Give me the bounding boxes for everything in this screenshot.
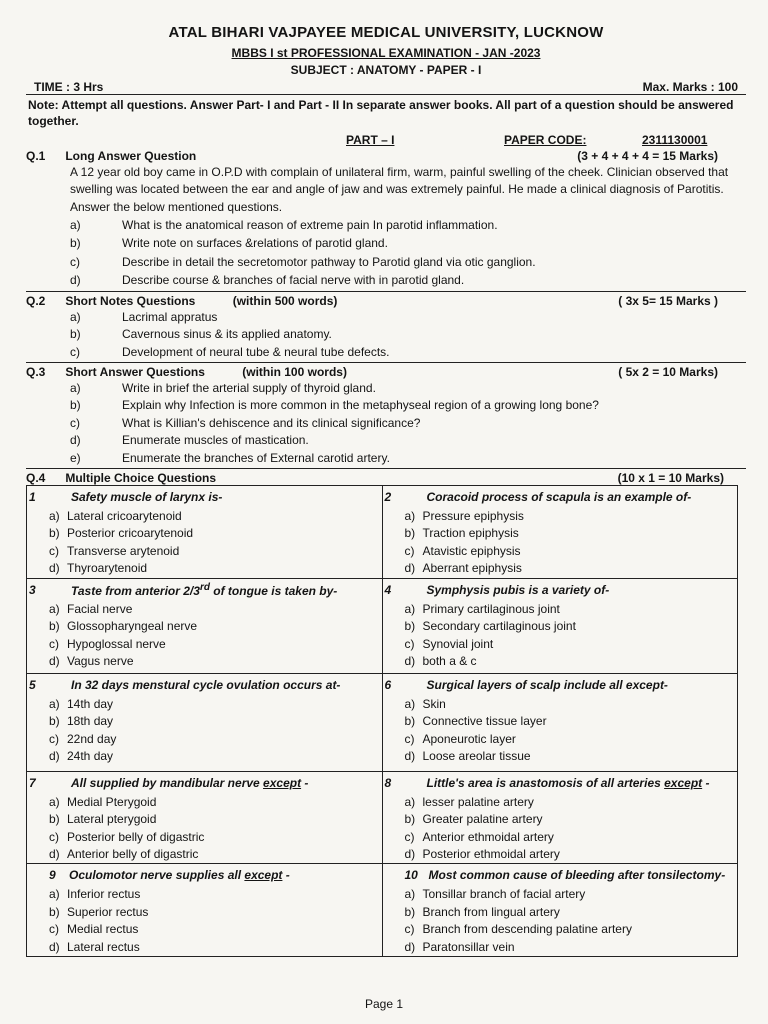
q4-marks: (10 x 1 = 10 Marks): [617, 470, 724, 485]
q3-header: [26, 365, 746, 379]
q3-marks: ( 5x 2 = 10 Marks): [618, 364, 718, 379]
mcq-option: a) Medial Pterygoid: [49, 794, 157, 809]
q1-case-text: A 12 year old boy came in O.P.D with complain of unilateral firm, warm, painful swelling of the cheek. Clinician observed that swelling was located between the ear and angle of jaw and was extremely painful. He made a clinical diagnosis of Parotitis. Answer the below mentioned questions.: [70, 164, 729, 214]
mcq-question: Symphysis pubis is a variety of-: [426, 582, 610, 597]
mcq-question: Oculomotor nerve supplies all except -: [69, 868, 290, 883]
mcq-option: a) lesser palatine artery: [404, 794, 534, 809]
q3-title: Short Answer Questions: [65, 364, 205, 379]
mcq-number: 1: [29, 489, 36, 504]
q3-items: [26, 379, 746, 467]
mcq-option: a) 14th day: [49, 696, 114, 711]
mcq-option: d) Paratonsillar vein: [404, 939, 515, 954]
q4-number: Q.4: [26, 470, 46, 485]
mcq-option: c) Posterior belly of digastric: [49, 829, 205, 844]
q2-title: Short Notes Questions: [65, 293, 196, 308]
exam-title: MBBS I st PROFESSIONAL EXAMINATION - JAN -2023: [231, 46, 541, 60]
table-row: [27, 864, 738, 956]
mcq-number: 2: [384, 489, 392, 504]
mcq-option: d) Anterior belly of digastric: [49, 847, 199, 862]
q1-items: [26, 216, 746, 290]
q2-items: [26, 308, 746, 361]
paper-code-value: 2311130001: [642, 133, 708, 148]
max-marks-label: Max. Marks : 100: [642, 79, 738, 94]
mcq-option: d) Lateral rectus: [49, 939, 140, 954]
mcq-option: c) Anterior ethmoidal artery: [404, 829, 554, 844]
q2-word-limit: (within 500 words): [232, 293, 338, 308]
mcq-table: [26, 485, 738, 957]
mcq-option: a) Inferior rectus: [49, 887, 141, 902]
q4-title: Multiple Choice Questions: [65, 470, 217, 485]
mcq-option: d) Aberrant epiphysis: [404, 561, 522, 576]
mcq-question: Most common cause of bleeding after tonsilectomy-: [428, 868, 726, 883]
mcq-option: b) Secondary cartilaginous joint: [404, 619, 576, 634]
time-marks-row: [26, 80, 746, 95]
mcq-option: c) Transverse arytenoid: [49, 543, 180, 558]
mcq-option: b) Posterior cricoarytenoid: [49, 526, 194, 541]
paper-code-label: PAPER CODE:: [504, 133, 587, 148]
mcq-number: 6: [384, 677, 392, 692]
table-row: [27, 486, 738, 579]
mcq-cell: [382, 864, 738, 956]
mcq-option: b) Lateral pterygoid: [49, 812, 157, 827]
mcq-option: c) Atavistic epiphysis: [404, 543, 521, 558]
table-row: [27, 674, 738, 772]
table-row: [27, 772, 738, 864]
mcq-option: c) Synovial joint: [404, 636, 494, 651]
q1-marks: (3 + 4 + 4 + 4 = 15 Marks): [577, 149, 718, 164]
list-item: c) What is Killian's dehiscence and its clinical significance?: [70, 415, 421, 430]
mcq-number: 8: [384, 775, 392, 790]
mcq-option: b) Branch from lingual artery: [404, 904, 560, 919]
q2-header: [26, 294, 746, 308]
time-label: TIME : 3 Hrs: [34, 79, 104, 94]
mcq-question: In 32 days menstural cycle ovulation occurs at-: [71, 677, 341, 692]
mcq-option: d) Posterior ethmoidal artery: [404, 847, 560, 862]
q2-number: Q.2: [26, 293, 46, 308]
mcq-option: a) Pressure epiphysis: [404, 508, 524, 523]
mcq-question: All supplied by mandibular nerve except -: [71, 775, 309, 790]
mcq-cell: [382, 772, 738, 864]
list-item: a) What is the anatomical reason of extreme pain In parotid inflammation.: [70, 217, 498, 232]
mcq-option: c) Aponeurotic layer: [404, 731, 516, 746]
mcq-cell: [27, 674, 383, 772]
part-row: [26, 133, 746, 148]
divider: [26, 362, 746, 363]
mcq-option: b) 18th day: [49, 714, 114, 729]
mcq-cell: [27, 579, 383, 674]
mcq-option: a) Primary cartilaginous joint: [404, 601, 560, 616]
mcq-cell: [27, 486, 383, 579]
mcq-question: Little's area is anastomosis of all arteries except -: [426, 775, 710, 790]
mcq-option: b) Connective tissue layer: [404, 714, 547, 729]
list-item: b) Explain why Infection is more common in the metaphyseal region of a growing long bone?: [70, 398, 599, 413]
mcq-option: c) Branch from descending palatine artery: [404, 922, 632, 937]
q3-number: Q.3: [26, 364, 46, 379]
mcq-number: 5: [29, 677, 36, 692]
mcq-cell: [382, 674, 738, 772]
list-item: a) Write in brief the arterial supply of thyroid gland.: [70, 380, 376, 395]
mcq-option: d) Vagus nerve: [49, 654, 134, 669]
list-item: a) Lacrimal appratus: [70, 309, 218, 324]
mcq-number: 9: [49, 868, 56, 883]
q3-word-limit: (within 100 words): [242, 364, 347, 379]
mcq-question: Surgical layers of scalp include all except-: [426, 677, 668, 692]
mcq-cell: [382, 579, 738, 674]
mcq-option: a) Tonsillar branch of facial artery: [404, 887, 586, 902]
part-label: PART – I: [346, 133, 395, 148]
mcq-option: c) 22nd day: [49, 731, 117, 746]
q1-header: [26, 149, 746, 163]
mcq-number: 3: [29, 582, 36, 597]
mcq-number: 7: [29, 775, 36, 790]
mcq-question: Taste from anterior 2/3rd of tongue is taken by-: [71, 581, 338, 598]
list-item: e) Enumerate the branches of External carotid artery.: [70, 450, 390, 465]
mcq-cell: [382, 486, 738, 579]
mcq-option: c) Hypoglossal nerve: [49, 636, 166, 651]
q2-marks: ( 3x 5= 15 Marks ): [618, 293, 718, 308]
subject-title: SUBJECT : ANATOMY - PAPER - I: [290, 63, 482, 78]
mcq-option: b) Glossopharyngeal nerve: [49, 619, 198, 634]
mcq-cell: [27, 864, 383, 956]
mcq-number: 10: [404, 868, 418, 883]
mcq-option: a) Skin: [404, 696, 446, 711]
mcq-option: c) Medial rectus: [49, 922, 139, 937]
table-row: [27, 579, 738, 674]
mcq-option: b) Greater palatine artery: [404, 812, 543, 827]
mcq-number: 4: [384, 582, 392, 597]
mcq-option: b) Traction epiphysis: [404, 526, 519, 541]
page-number: Page 1: [364, 997, 404, 1011]
list-item: d) Describe course & branches of facial nerve with in parotid gland.: [70, 273, 465, 288]
list-item: d) Enumerate muscles of mastication.: [70, 433, 309, 448]
divider: [26, 468, 746, 469]
mcq-option: a) Facial nerve: [49, 601, 133, 616]
instructions-note: Note: Attempt all questions. Answer Part- I and Part - II In separate answer books. All part of a question should be answered together.: [28, 98, 734, 128]
q1-number: Q.1: [26, 149, 46, 164]
mcq-question: Safety muscle of larynx is-: [71, 489, 223, 504]
list-item: c) Development of neural tube & neural tube defects.: [70, 344, 390, 359]
divider: [26, 291, 746, 292]
mcq-option: d) Thyroarytenoid: [49, 561, 148, 576]
list-item: b) Cavernous sinus & its applied anatomy.: [70, 327, 332, 342]
q1-title: Long Answer Question: [65, 149, 197, 164]
university-title: ATAL BIHARI VAJPAYEE MEDICAL UNIVERSITY, LUCKNOW: [168, 24, 604, 41]
mcq-option: d) 24th day: [49, 749, 114, 764]
list-item: b) Write note on surfaces &relations of parotid gland.: [70, 236, 388, 251]
q4-header: [26, 471, 746, 485]
mcq-option: d) both a & c: [404, 654, 477, 669]
mcq-option: a) Lateral cricoarytenoid: [49, 508, 182, 523]
mcq-option: d) Loose areolar tissue: [404, 749, 531, 764]
mcq-option: b) Superior rectus: [49, 904, 149, 919]
mcq-question: Coracoid process of scapula is an example of-: [426, 489, 692, 504]
list-item: c) Describe in detail the secretomotor pathway to Parotid gland via otic ganglion.: [70, 254, 536, 269]
mcq-cell: [27, 772, 383, 864]
